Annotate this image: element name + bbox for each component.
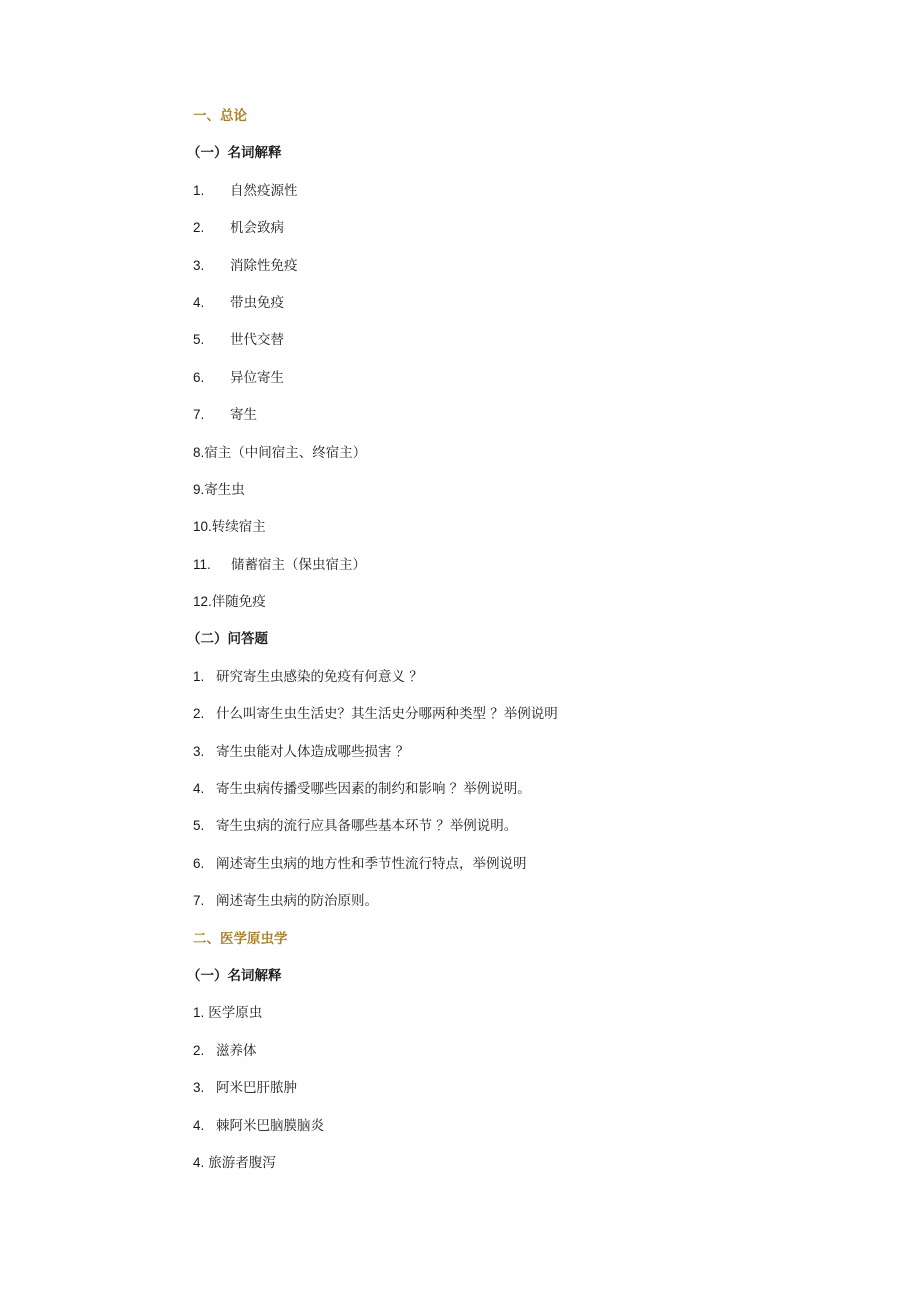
list-item <box>193 1001 813 1038</box>
item-number: 4. <box>193 781 205 797</box>
list-item <box>193 291 813 328</box>
item-text: 寄生 <box>230 407 257 424</box>
item-number: 7. <box>193 407 205 423</box>
item-text: 消除性免疫 <box>230 257 298 274</box>
list-item <box>193 1076 813 1113</box>
item-number: 8. <box>193 444 205 460</box>
item-text: 自然疫源性 <box>230 182 298 199</box>
list-item <box>193 216 813 253</box>
item-text: 什么叫寄生虫生活史？其生活史分哪两种类型 ？举例说明 <box>216 706 558 723</box>
list-item <box>193 441 813 478</box>
item-number: 4. <box>193 1154 205 1170</box>
item-text: 滋养体 <box>216 1042 257 1059</box>
item-text: 研究寄生虫感染的免疫有何意义 ？ <box>216 668 423 685</box>
item-number: 5. <box>193 332 205 348</box>
item-text: 棘阿米巴脑膜脑炎 <box>216 1117 324 1134</box>
item-text: 带虫免疫 <box>230 294 284 311</box>
list-item <box>193 1039 813 1076</box>
item-text: 机会致病 <box>230 220 284 237</box>
item-number: 7. <box>193 893 205 909</box>
item-text: 医学原虫 <box>208 1005 263 1022</box>
item-number: 1. <box>193 668 205 684</box>
item-text: 阐述寄生虫病的防治原则。 <box>216 893 378 910</box>
list-item <box>193 814 813 851</box>
item-text: 宿主（中间宿主、终宿主） <box>204 444 367 461</box>
list-item <box>193 478 813 515</box>
list-item <box>193 852 813 889</box>
item-number: 6. <box>193 855 205 871</box>
item-number: 6. <box>193 369 205 385</box>
item-number: 9. <box>193 481 205 497</box>
list-item <box>193 328 813 365</box>
item-text: 伴随免疫 <box>211 594 266 611</box>
item-number: 1. <box>193 1005 205 1021</box>
list-item <box>193 515 813 552</box>
item-text: 阿米巴肝脓肿 <box>216 1080 297 1097</box>
item-text: 阐述寄生虫病的地方性和季节性流行特点，举例说明 <box>216 855 527 872</box>
list-item <box>193 665 813 702</box>
section-title-general: 一、总论 <box>193 108 247 124</box>
list-item <box>193 366 813 403</box>
list-item <box>193 777 813 814</box>
list-item <box>193 179 813 216</box>
list-item <box>193 254 813 291</box>
subsection-title-questions: （二）问答题 <box>187 631 268 648</box>
subsection-title-terms-2: （一）名词解释 <box>187 967 282 984</box>
item-number: 1. <box>193 182 205 198</box>
item-number: 4. <box>193 294 205 310</box>
item-number: 5. <box>193 818 205 834</box>
list-item <box>193 553 813 590</box>
list-item <box>193 590 813 627</box>
item-text: 寄生虫病的流行应具备哪些基本环节 ？举例说明。 <box>216 818 518 835</box>
item-text: 寄生虫 <box>204 481 245 498</box>
list-item <box>193 889 813 926</box>
item-text: 寄生虫病传播受哪些因素的制约和影响 ？举例说明。 <box>216 781 531 798</box>
item-number: 2. <box>193 1042 205 1058</box>
item-number: 12. <box>193 594 212 610</box>
item-text: 旅游者腹泻 <box>208 1154 276 1171</box>
item-text: 储蓄宿主（保虫宿主） <box>231 556 366 573</box>
item-number: 3. <box>193 743 205 759</box>
item-number: 10. <box>193 519 212 535</box>
list-item <box>193 702 813 739</box>
list-item <box>193 1151 813 1188</box>
list-item <box>193 740 813 777</box>
section-title-protozoology: 二、医学原虫学 <box>193 930 288 947</box>
item-number: 3. <box>193 1080 205 1096</box>
item-number: 2. <box>193 220 205 236</box>
item-text: 寄生虫能对人体造成哪些损害 ？ <box>216 743 410 760</box>
item-text: 世代交替 <box>230 332 284 349</box>
item-number: 11. <box>193 556 211 572</box>
list-item <box>193 1114 813 1151</box>
subsection-title-terms: （一）名词解释 <box>187 145 282 162</box>
item-number: 3. <box>193 257 205 273</box>
item-number: 4. <box>193 1117 205 1133</box>
document-page <box>187 104 813 1188</box>
item-number: 2. <box>193 706 205 722</box>
list-item <box>193 403 813 440</box>
item-text: 转续宿主 <box>211 519 266 536</box>
item-text: 异位寄生 <box>230 369 284 386</box>
